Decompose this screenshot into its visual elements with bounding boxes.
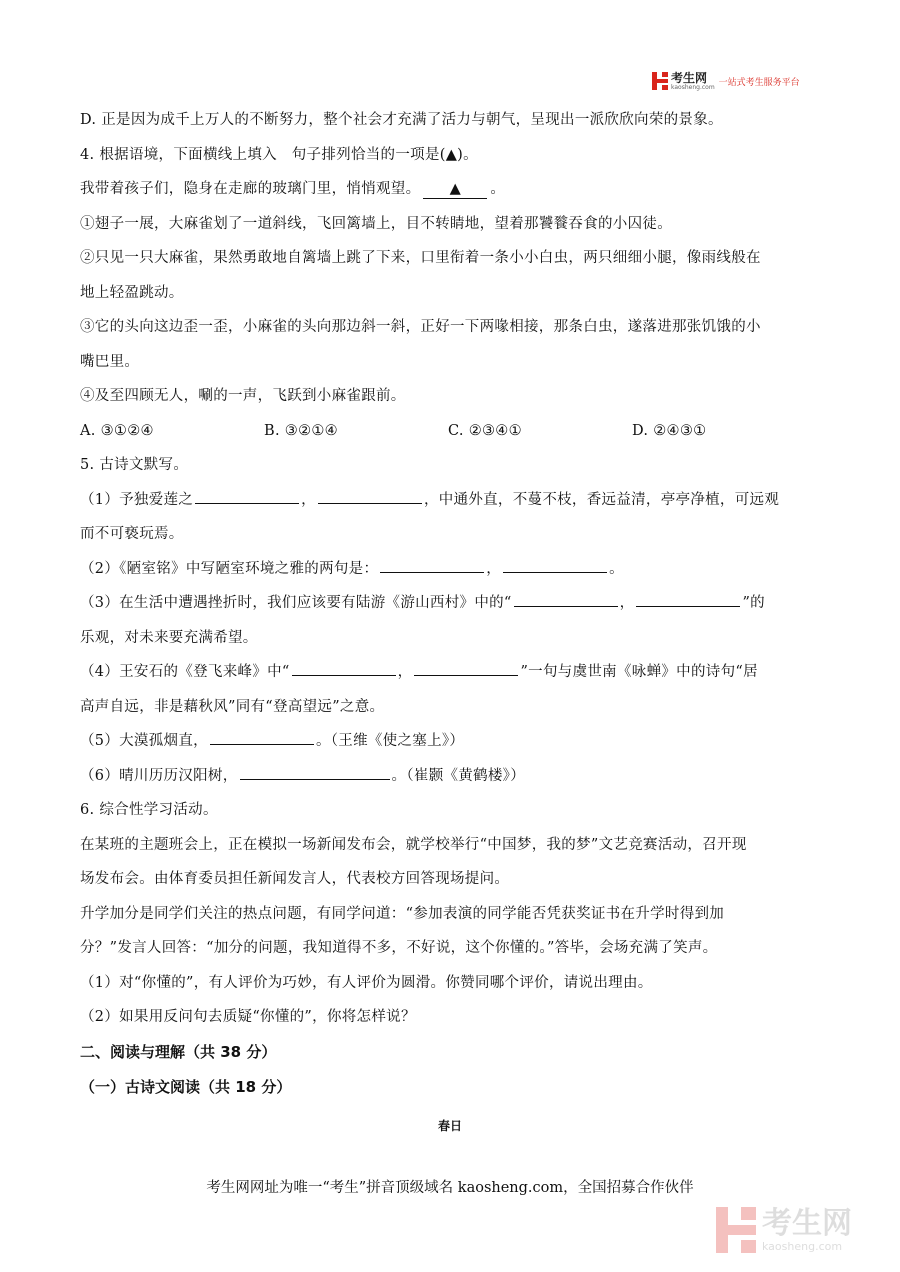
- q6-sub-1: （1）对“你懂的”，有人评价为巧妙，有人评价为圆滑。你赞同哪个评价，请说出理由。: [80, 974, 653, 991]
- q4-sentence-2a: ②只见一只大麻雀，果然勇敢地自篱墙上跳了下来，口里衔着一条小小白虫，两只细细小腿，像雨线般在: [80, 250, 761, 266]
- q6-para-1b: 场发布会。由体育委员担任新闻发言人，代表校方回答现场提问。: [80, 871, 510, 887]
- logo-name: 考生网: [671, 70, 708, 85]
- q5-item-4-text: （4）王安石的《登飞来峰》中“: [80, 664, 290, 680]
- q6-sub-2: （2）如果用反问句去质疑“你懂的”，你将怎样说？: [80, 1009, 416, 1025]
- poem-title: 春日: [437, 1118, 462, 1133]
- q5-item-1-rest: ，中通外直，不蔓不枝，香远益清，亭亭净植，可远观: [423, 491, 780, 508]
- q6-stem: 6. 综合性学习活动。: [80, 802, 218, 818]
- q5-item-3-end: ”的: [742, 595, 765, 611]
- q4-sentence-3b: 嘴巴里。: [80, 353, 140, 370]
- answer-blank: [503, 556, 607, 573]
- kaosheng-watermark-icon: [716, 1207, 756, 1253]
- q4-sentence-4: ④及至四顾无人，唰的一声，飞跃到小麻雀跟前。: [80, 388, 406, 404]
- logo-domain: kaosheng.com: [671, 83, 715, 91]
- q5-item-5: [80, 724, 820, 759]
- q5-item-3-cont: 乐观，对未来要充满希望。: [80, 629, 258, 646]
- q5-item-4-comma: ，: [397, 664, 413, 680]
- q5-item-1-text: （1）予独爱莲之: [80, 491, 194, 508]
- q5-item-6-text: （6）晴川历历汉阳树，: [80, 767, 238, 784]
- answer-blank: [414, 659, 518, 676]
- answer-blank: [195, 487, 299, 504]
- q5-item-3-text: （3）在生活中遭遇挫折时，我们应该要有陆游《游山西村》中的“: [80, 595, 512, 611]
- q4-option-d: D. ②④③①: [632, 422, 707, 439]
- watermark-name: 考生网: [762, 1205, 852, 1241]
- watermark: [716, 1200, 886, 1260]
- q4-stem: 4. 根据语境，下面横线上填入 句子排列恰当的一项是(▲)。: [80, 146, 478, 163]
- q5-item-1-comma: ，: [301, 491, 316, 508]
- q4-option-c: C. ②③④①: [448, 422, 522, 439]
- page-footer: 考生网网址为唯一“考生”拼音顶级域名 kaosheng.com，全国招募合作伙伴: [206, 1180, 694, 1196]
- q5-item-6: [80, 759, 820, 794]
- q5-item-3: [80, 586, 820, 621]
- q5-item-3-comma: ，: [619, 595, 635, 611]
- answer-blank: [636, 590, 740, 607]
- answer-blank: ▲: [423, 180, 487, 199]
- page-header-logo: [652, 70, 822, 92]
- q5-item-2-comma: ，: [486, 560, 502, 577]
- q5-item-4: [80, 655, 820, 690]
- q4-options: [80, 414, 820, 449]
- q5-item-4-rest: ”一句与虞世南《咏蝉》中的诗句“居: [520, 664, 758, 680]
- q5-item-5-source: 。（王维《使之塞上》）: [315, 733, 465, 749]
- q6-para-1a: 在某班的主题班会上，正在模拟一场新闻发布会，就学校举行“中国梦，我的梦”文艺竞赛活动，召开现: [80, 836, 747, 853]
- q4-context-end: 。: [490, 181, 506, 197]
- q5-item-2-text: （2）《陋室铭》中写陋室环境之雅的两句是：: [80, 560, 379, 577]
- watermark-domain: kaosheng.com: [762, 1239, 843, 1253]
- answer-blank: [318, 487, 422, 504]
- q5-item-2: [80, 552, 820, 587]
- q5-item-2-end: 。: [609, 560, 624, 577]
- q3-option-d: D. 正是因为成千上万人的不断努力，整个社会才充满了活力与朝气，呈现出一派欣欣向荣的景象。: [80, 112, 723, 128]
- answer-blank: [210, 728, 314, 745]
- q4-context: [80, 172, 820, 207]
- q4-option-a: A. ③①②④: [80, 422, 154, 439]
- q5-item-4-cont: 高声自远，非是藉秋风”同有“登高望远”之意。: [80, 698, 385, 715]
- header-tagline: 一站式考生服务平台: [718, 77, 800, 88]
- q4-sentence-2b: 地上轻盈跳动。: [80, 284, 184, 301]
- q4-option-b: B. ③②①④: [264, 422, 338, 439]
- answer-blank: [240, 763, 390, 780]
- q4-sentence-1: ①翅子一展，大麻雀划了一道斜线，飞回篱墙上，目不转睛地，望着那饕餮吞食的小囚徒。: [80, 215, 672, 232]
- q5-item-1: [80, 483, 820, 518]
- section-title: 二、阅读与理解（共 38 分）: [80, 1042, 277, 1061]
- q4-sentence-3a: ③它的头向这边歪一歪，小麻雀的头向那边斜一斜，正好一下两喙相接，那条白虫，遂落进那张饥饿的小: [80, 319, 761, 335]
- q4-context-text: 我带着孩子们，隐身在走廊的玻璃门里，悄悄观望。: [80, 181, 421, 197]
- q6-para-2a: 升学加分是同学们关注的热点问题，有同学问道：“参加表演的同学能否凭获奖证书在升学时得到加: [80, 905, 725, 922]
- exam-content: [80, 103, 820, 1149]
- q5-item-6-source: 。（崔颢《黄鹤楼》）: [391, 767, 526, 784]
- subsection-title: （一）古诗文阅读（共 18 分）: [80, 1077, 292, 1096]
- answer-blank: [380, 556, 484, 573]
- answer-blank: [292, 659, 396, 676]
- kaosheng-logo-icon: [652, 72, 668, 90]
- q5-item-5-text: （5）大漠孤烟直，: [80, 733, 208, 749]
- q5-item-1-cont: 而不可亵玩焉。: [80, 526, 184, 542]
- answer-blank: [514, 590, 618, 607]
- q6-para-2b: 分？”发言人回答：“加分的问题，我知道得不多，不好说，这个你懂的。”答毕，会场充满了笑声。: [80, 940, 718, 956]
- q5-stem: 5. 古诗文默写。: [80, 457, 189, 473]
